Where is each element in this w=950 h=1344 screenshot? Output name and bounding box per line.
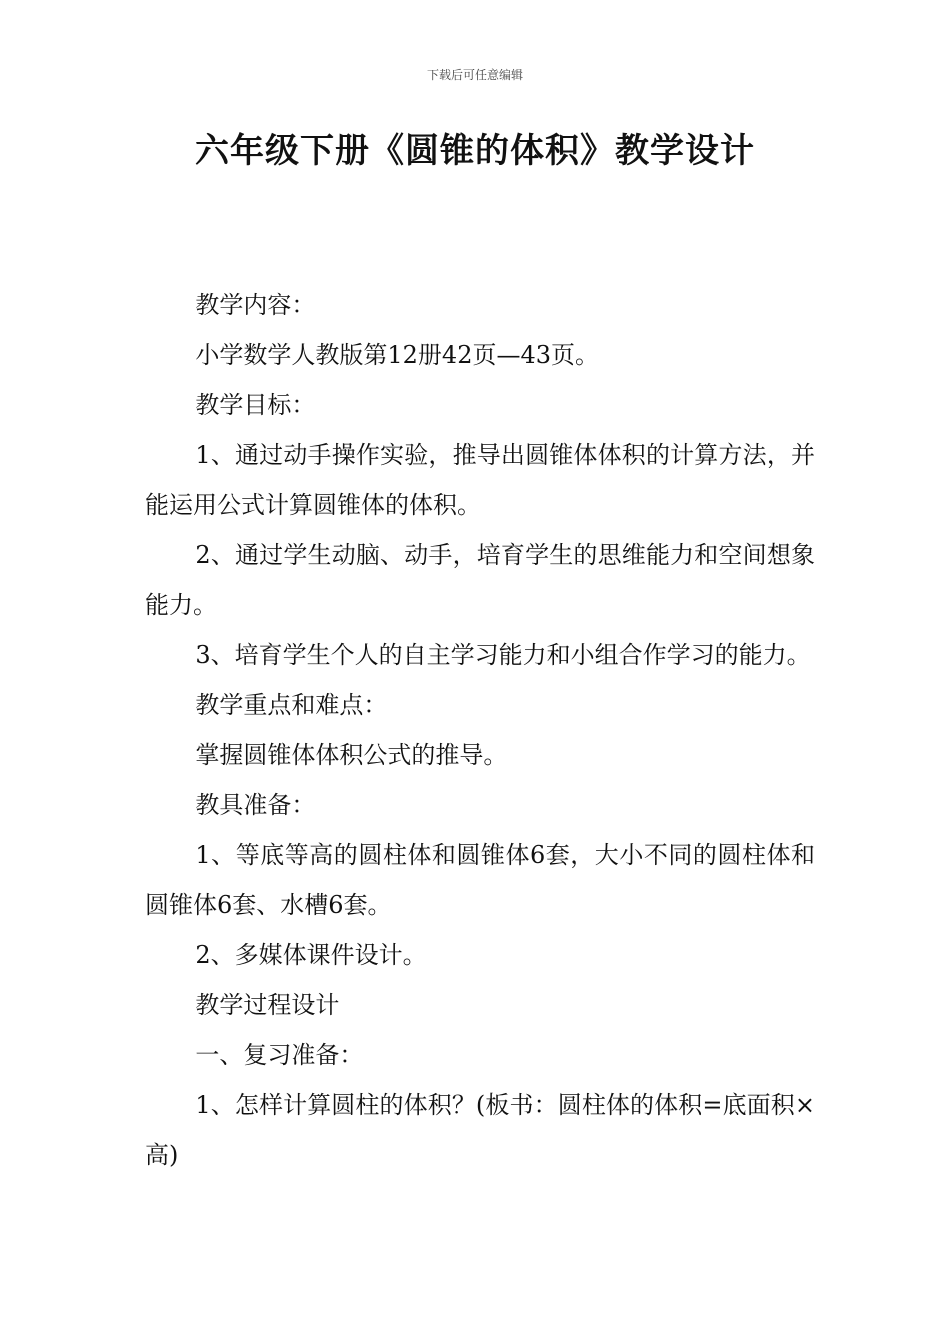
document-title: 六年级下册《圆锥的体积》教学设计 (195, 131, 755, 171)
objective-1: 1、通过动手操作实验，推导出圆锥体体积的计算方法，并能运用公式计算圆锥体的体积。 (145, 441, 815, 519)
objective-2: 2、通过学生动脑、动手，培育学生的思维能力和空间想象能力。 (145, 541, 815, 619)
material-2: 2、多媒体课件设计。 (195, 941, 427, 969)
content-text: 小学数学人教版第12册42页—43页。 (195, 341, 600, 369)
review-question-1: 1、怎样计算圆柱的体积？(板书：圆柱体的体积=底面积×高) (145, 1091, 815, 1169)
section-heading-materials: 教具准备： (195, 791, 316, 819)
section-heading-objectives: 教学目标： (195, 391, 316, 419)
objective-3: 3、培育学生个人的自主学习能力和小组合作学习的能力。 (195, 641, 811, 669)
header-note: 下载后可任意编辑 (426, 68, 523, 82)
key-points-text: 掌握圆锥体体积公式的推导。 (195, 741, 508, 769)
material-1: 1、等底等高的圆柱体和圆锥体6套，大小不同的圆柱体和圆锥体6套、水槽6套。 (145, 841, 815, 919)
section-heading-key-points: 教学重点和难点： (195, 691, 388, 719)
section-heading-process: 教学过程设计 (195, 991, 340, 1019)
section-heading-content: 教学内容： (195, 291, 316, 319)
subsection-heading-review: 一、复习准备： (195, 1041, 364, 1069)
document-body (145, 280, 815, 1180)
